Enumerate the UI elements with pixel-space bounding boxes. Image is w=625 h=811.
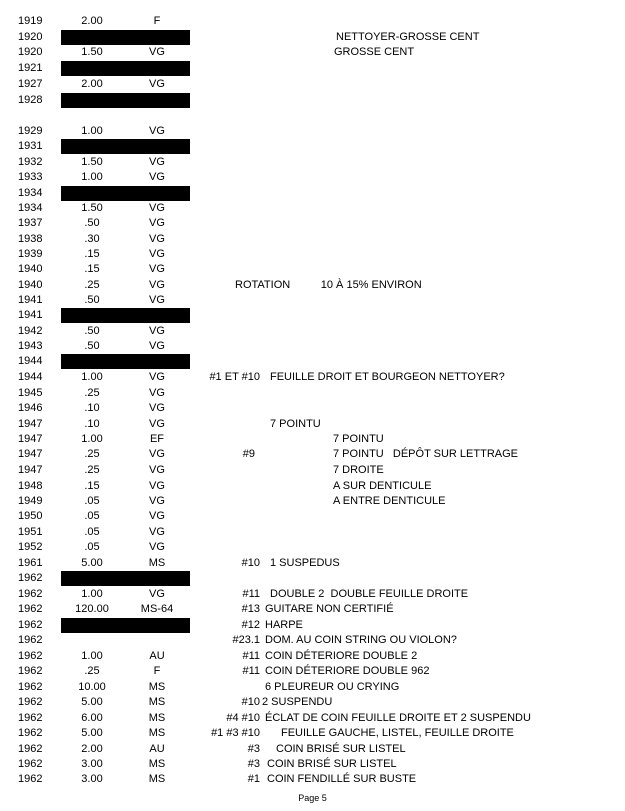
note-cell: GUITARE NON CERTIFIÉ (265, 603, 394, 615)
year-cell: 1962 (18, 572, 43, 584)
year-cell: 1934 (18, 202, 43, 214)
year-cell: 1921 (18, 62, 43, 74)
reference-cell: #3 (247, 758, 260, 770)
redaction-bar (61, 354, 190, 369)
grade-cell: MS (148, 696, 166, 708)
year-cell: 1950 (18, 510, 43, 522)
note-cell: FEUILLE DROIT ET BOURGEON NETTOYER? (270, 371, 505, 383)
note-cell: 7 DROITE (333, 464, 384, 476)
grade-cell: VG (149, 387, 165, 399)
note-cell: COIN BRISÉ SUR LISTEL (276, 743, 406, 755)
table-row (0, 93, 625, 108)
price-cell: 3.00 (81, 773, 103, 785)
note-cell: ROTATION 10 À 15% ENVIRON (235, 279, 422, 291)
grade-cell: VG (149, 263, 165, 275)
table-row (0, 354, 625, 369)
table-row (0, 417, 625, 432)
table-row (0, 618, 625, 633)
table-row (0, 556, 625, 571)
table-row (0, 139, 625, 154)
note-cell: DOM. AU COIN STRING OU VIOLON? (265, 634, 457, 646)
reference-cell: #11 (242, 650, 260, 662)
price-cell: 120.00 (75, 603, 109, 615)
table-row (0, 216, 625, 231)
table-row (0, 370, 625, 385)
reference-cell: #12 (241, 619, 260, 631)
price-cell: 1.00 (81, 371, 103, 383)
year-cell: 1948 (18, 480, 43, 492)
price-cell: 1.00 (81, 650, 103, 662)
note-cell: GROSSE CENT (334, 46, 415, 58)
table-row (0, 571, 625, 586)
reference-cell: #11 (242, 588, 260, 600)
grade-cell: VG (149, 46, 165, 58)
table-row (0, 324, 625, 339)
year-cell: 1939 (18, 248, 43, 260)
note-cell: A ENTRE DENTICULE (333, 495, 446, 507)
redaction-bar (61, 186, 190, 201)
grade-cell: VG (149, 233, 165, 245)
table-row (0, 463, 625, 478)
year-cell: 1946 (18, 402, 43, 414)
table-row (0, 401, 625, 416)
price-cell: .25 (84, 387, 100, 399)
table-row (0, 124, 625, 139)
year-cell: 1945 (18, 387, 43, 399)
redaction-bar (61, 93, 190, 108)
year-cell: 1949 (18, 495, 43, 507)
table-row (0, 726, 625, 741)
note-cell: HARPE (265, 619, 303, 631)
year-cell: 1932 (18, 156, 43, 168)
price-cell: .10 (84, 402, 100, 414)
note-cell: COIN BRISÉ SUR LISTEL (267, 758, 397, 770)
price-cell: .25 (84, 464, 100, 476)
grade-cell: VG (149, 588, 165, 600)
year-cell: 1962 (18, 758, 43, 770)
price-cell: 2.00 (81, 743, 103, 755)
year-cell: 1937 (18, 217, 43, 229)
year-cell: 1940 (18, 263, 43, 275)
grade-cell: EF (149, 433, 165, 445)
grade-cell: AU (149, 650, 165, 662)
price-cell: 10.00 (78, 681, 106, 693)
price-cell: .50 (84, 340, 100, 352)
note-cell: COIN DÉTERIORE DOUBLE 962 (265, 665, 430, 677)
table-row (0, 695, 625, 710)
grade-cell: F (153, 665, 161, 677)
table-row (0, 633, 625, 648)
grade-cell: VG (149, 448, 165, 460)
grade-cell: VG (149, 464, 165, 476)
grade-cell: VG (149, 526, 165, 538)
price-cell: .15 (84, 263, 100, 275)
year-cell: 1943 (18, 340, 43, 352)
price-cell: 1.00 (81, 171, 103, 183)
table-row (0, 711, 625, 726)
table-row (0, 540, 625, 555)
grade-cell: MS (148, 727, 166, 739)
year-cell: 1947 (18, 448, 43, 460)
grade-cell: VG (149, 418, 165, 430)
grade-cell: VG (149, 325, 165, 337)
price-cell: 1.00 (81, 588, 103, 600)
note-cell: COIN FENDILLÉ SUR BUSTE (267, 773, 417, 785)
grade-cell: VG (149, 510, 165, 522)
table-row (0, 525, 625, 540)
note-cell: 6 PLEUREUR OU CRYING (265, 681, 400, 693)
note-cell: 2 SUSPENDU (262, 696, 333, 708)
grade-cell: VG (149, 248, 165, 260)
table-row (0, 77, 625, 92)
price-cell: .50 (84, 294, 100, 306)
note-cell: ÉCLAT DE COIN FEUILLE DROITE ET 2 SUSPENDU (265, 712, 531, 724)
price-cell: 2.00 (81, 15, 103, 27)
price-cell: 2.00 (81, 78, 103, 90)
price-cell: 1.50 (81, 156, 103, 168)
year-cell: 1920 (18, 46, 43, 58)
price-cell: 1.50 (81, 202, 103, 214)
price-cell: 1.00 (81, 433, 103, 445)
table-row (0, 247, 625, 262)
reference-cell: #3 (247, 743, 260, 755)
note-cell: 7 POINTU (270, 418, 321, 430)
price-cell: .25 (84, 665, 100, 677)
table-row (0, 339, 625, 354)
reference-cell: #10 (241, 557, 260, 569)
page-footer: Page 5 (298, 793, 327, 803)
grade-cell: VG (149, 480, 165, 492)
price-cell: .30 (84, 233, 100, 245)
grade-cell: VG (149, 217, 165, 229)
note-cell: 7 POINTU DÉPÔT SUR LETTRAGE (333, 448, 518, 460)
table-row (0, 680, 625, 695)
price-cell: .50 (84, 325, 100, 337)
reference-cell: #1 (247, 773, 260, 785)
year-cell: 1947 (18, 433, 43, 445)
note-cell: DOUBLE 2 DOUBLE FEUILLE DROITE (270, 588, 469, 600)
table-row (0, 262, 625, 277)
table-row (0, 308, 625, 323)
year-cell: 1940 (18, 279, 43, 291)
grade-cell: VG (149, 371, 165, 383)
table-row (0, 757, 625, 772)
note-cell: FEUILLE GAUCHE, LISTEL, FEUILLE DROITE (281, 727, 514, 739)
grade-cell: VG (149, 202, 165, 214)
reference-cell: #11 (242, 665, 260, 677)
year-cell: 1962 (18, 696, 43, 708)
reference-cell: #9 (242, 448, 255, 460)
reference-cell: #1 ET #10 (209, 371, 260, 383)
price-cell: .05 (84, 495, 100, 507)
grade-cell: VG (149, 279, 165, 291)
grade-cell: VG (149, 402, 165, 414)
grade-cell: VG (149, 171, 165, 183)
price-cell: 5.00 (81, 557, 103, 569)
table-row (0, 447, 625, 462)
grade-cell: MS (148, 557, 166, 569)
table-row (0, 45, 625, 60)
price-cell: .10 (84, 418, 100, 430)
reference-cell: #1 #3 #10 (211, 727, 260, 739)
note-cell: NETTOYER-GROSSE CENT (336, 31, 480, 43)
price-cell: .05 (84, 526, 100, 538)
year-cell: 1962 (18, 773, 43, 785)
redaction-bar (61, 571, 190, 586)
year-cell: 1919 (18, 15, 43, 27)
note-cell: 1 SUSPEDUS (270, 557, 340, 569)
year-cell: 1962 (18, 681, 43, 693)
redaction-bar (61, 139, 190, 154)
grade-cell: MS (148, 773, 166, 785)
price-cell: 5.00 (81, 727, 103, 739)
year-cell: 1962 (18, 650, 43, 662)
note-cell: 7 POINTU (333, 433, 384, 445)
table-row (0, 170, 625, 185)
table-row (0, 772, 625, 787)
year-cell: 1962 (18, 619, 43, 631)
year-cell: 1944 (18, 355, 43, 367)
redaction-bar (61, 308, 190, 323)
grade-cell: VG (149, 125, 165, 137)
year-cell: 1938 (18, 233, 43, 245)
table-row (0, 479, 625, 494)
table-row (0, 155, 625, 170)
year-cell: 1962 (18, 634, 43, 646)
year-cell: 1961 (18, 557, 43, 569)
table-row (0, 14, 625, 29)
table-row (0, 293, 625, 308)
table-row (0, 494, 625, 509)
year-cell: 1929 (18, 125, 43, 137)
redaction-bar (61, 61, 190, 76)
price-cell: 3.00 (81, 758, 103, 770)
grade-cell: MS (148, 681, 166, 693)
price-cell: 5.00 (81, 696, 103, 708)
grade-cell: VG (149, 78, 165, 90)
reference-cell: #13 (241, 603, 260, 615)
table-row (0, 602, 625, 617)
year-cell: 1941 (18, 294, 43, 306)
table-row (0, 649, 625, 664)
price-cell: 1.00 (81, 125, 103, 137)
reference-cell: #4 #10 (226, 712, 260, 724)
year-cell: 1962 (18, 665, 43, 677)
grade-cell: MS (148, 712, 166, 724)
year-cell: 1962 (18, 727, 43, 739)
note-cell: COIN DÉTERIORE DOUBLE 2 (265, 650, 418, 662)
year-cell: 1962 (18, 603, 43, 615)
table-row (0, 386, 625, 401)
year-cell: 1941 (18, 309, 43, 321)
table-row (0, 232, 625, 247)
reference-cell: #10 (241, 696, 260, 708)
table-row (0, 186, 625, 201)
table-row (0, 278, 625, 293)
year-cell: 1947 (18, 418, 43, 430)
year-cell: 1933 (18, 171, 43, 183)
price-cell: .05 (84, 541, 100, 553)
redaction-bar (61, 618, 190, 633)
redaction-bar (61, 30, 190, 45)
grade-cell: VG (149, 340, 165, 352)
grade-cell: VG (149, 294, 165, 306)
grade-cell: MS (148, 758, 166, 770)
table-row (0, 30, 625, 45)
year-cell: 1962 (18, 712, 43, 724)
price-cell: 1.50 (81, 46, 103, 58)
year-cell: 1927 (18, 78, 43, 90)
table-row (0, 432, 625, 447)
reference-cell: #23.1 (232, 634, 260, 646)
year-cell: 1944 (18, 371, 43, 383)
year-cell: 1962 (18, 743, 43, 755)
year-cell: 1951 (18, 526, 43, 538)
table-row (0, 587, 625, 602)
year-cell: 1928 (18, 94, 43, 106)
grade-cell: F (153, 15, 161, 27)
grade-cell: AU (149, 743, 165, 755)
price-cell: .25 (84, 279, 100, 291)
table-row (0, 664, 625, 679)
year-cell: 1934 (18, 187, 43, 199)
year-cell: 1947 (18, 464, 43, 476)
price-cell: .15 (84, 480, 100, 492)
grade-cell: VG (149, 495, 165, 507)
table-row (0, 201, 625, 216)
table-row (0, 742, 625, 757)
year-cell: 1931 (18, 140, 43, 152)
year-cell: 1920 (18, 31, 43, 43)
price-cell: .15 (84, 248, 100, 260)
price-cell: 6.00 (81, 712, 103, 724)
grade-cell: MS-64 (140, 603, 174, 615)
grade-cell: VG (149, 156, 165, 168)
price-cell: .25 (84, 448, 100, 460)
price-cell: .50 (84, 217, 100, 229)
price-cell: .05 (84, 510, 100, 522)
note-cell: A SUR DENTICULE (333, 480, 432, 492)
table-row (0, 61, 625, 76)
year-cell: 1952 (18, 541, 43, 553)
grade-cell: VG (149, 541, 165, 553)
table-row (0, 509, 625, 524)
year-cell: 1942 (18, 325, 43, 337)
year-cell: 1962 (18, 588, 43, 600)
